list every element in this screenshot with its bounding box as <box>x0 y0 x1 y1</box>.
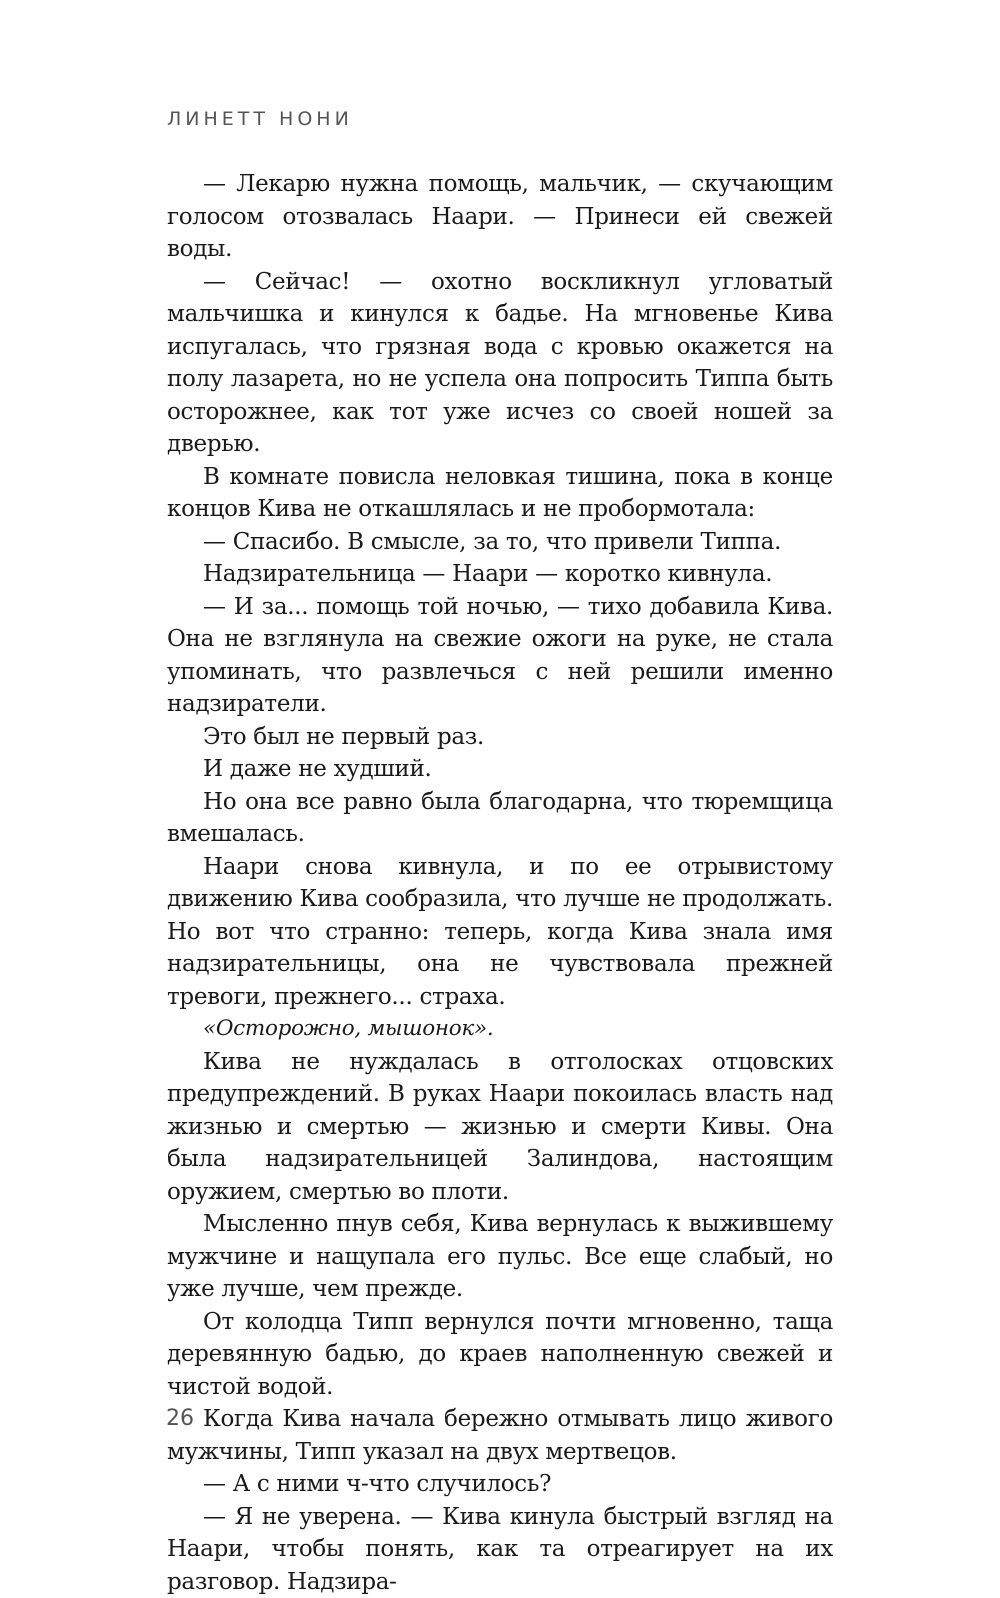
paragraph: — Я не уверена. — Кива кинула быстрый взгляд на Наари, чтобы понять, как та отреагирует на их разговор. Надзира- <box>167 1501 833 1598</box>
page-number: 26 <box>166 1406 194 1431</box>
paragraph: Но она все равно была благодарна, что тюремщица вмешалась. <box>167 786 833 851</box>
paragraph: Когда Кива начала бережно отмывать лицо живого мужчины, Типп указал на двух мертвецов. <box>167 1403 833 1468</box>
paragraph: — Спасибо. В смысле, за то, что привели Типпа. <box>167 526 833 559</box>
paragraph: От колодца Типп вернулся почти мгновенно, таща деревянную бадью, до краев наполненную свежей и чистой водой. <box>167 1306 833 1404</box>
paragraph: — А с ними ч-что случилось? <box>167 1468 833 1501</box>
page-body-text <box>167 168 833 1598</box>
paragraph: Наари снова кивнула, и по ее отрывистому движению Кива сообразила, что лучше не продолжать. Но вот что странно: теперь, когда Кива знала имя надзирательницы, она не чувствовала прежней тревоги, прежнего... страха. <box>167 851 833 1014</box>
paragraph: Это был не первый раз. <box>167 721 833 754</box>
paragraph: — И за... помощь той ночью, — тихо добавила Кива. Она не взглянула на свежие ожоги на руке, не стала упоминать, что развлечься с ней решили именно надзиратели. <box>167 591 833 721</box>
paragraph: — Лекарю нужна помощь, мальчик, — скучающим голосом отозвалась Наари. — Принеси ей свежей воды. <box>167 168 833 266</box>
paragraph: Мысленно пнув себя, Кива вернулась к выжившему мужчине и нащупала его пульс. Все еще слабый, но уже лучше, чем прежде. <box>167 1208 833 1306</box>
running-head-author: ЛИНЕТТ НОНИ <box>167 108 353 130</box>
paragraph: Кива не нуждалась в отголосках отцовских предупреждений. В руках Наари покоилась власть над жизнью и смертью — жизнью и смерти Кивы. Она была надзирательницей Залиндова, настоящим оружием, смертью во плоти. <box>167 1046 833 1209</box>
paragraph: — Сейчас! — охотно воскликнул угловатый мальчишка и кинулся к бадье. На мгновенье Кива испугалась, что грязная вода с кровью окажется на полу лазарета, но не успела она попросить Типпа быть осторожнее, как тот уже исчез со своей ношей за дверью. <box>167 266 833 461</box>
paragraph: В комнате повисла неловкая тишина, пока в конце концов Кива не откашлялась и не пробормотала: <box>167 461 833 526</box>
italic-quote-paragraph: «Осторожно, мышонок». <box>167 1013 833 1046</box>
paragraph: Надзирательница — Наари — коротко кивнула. <box>167 558 833 591</box>
paragraph: И даже не худший. <box>167 753 833 786</box>
